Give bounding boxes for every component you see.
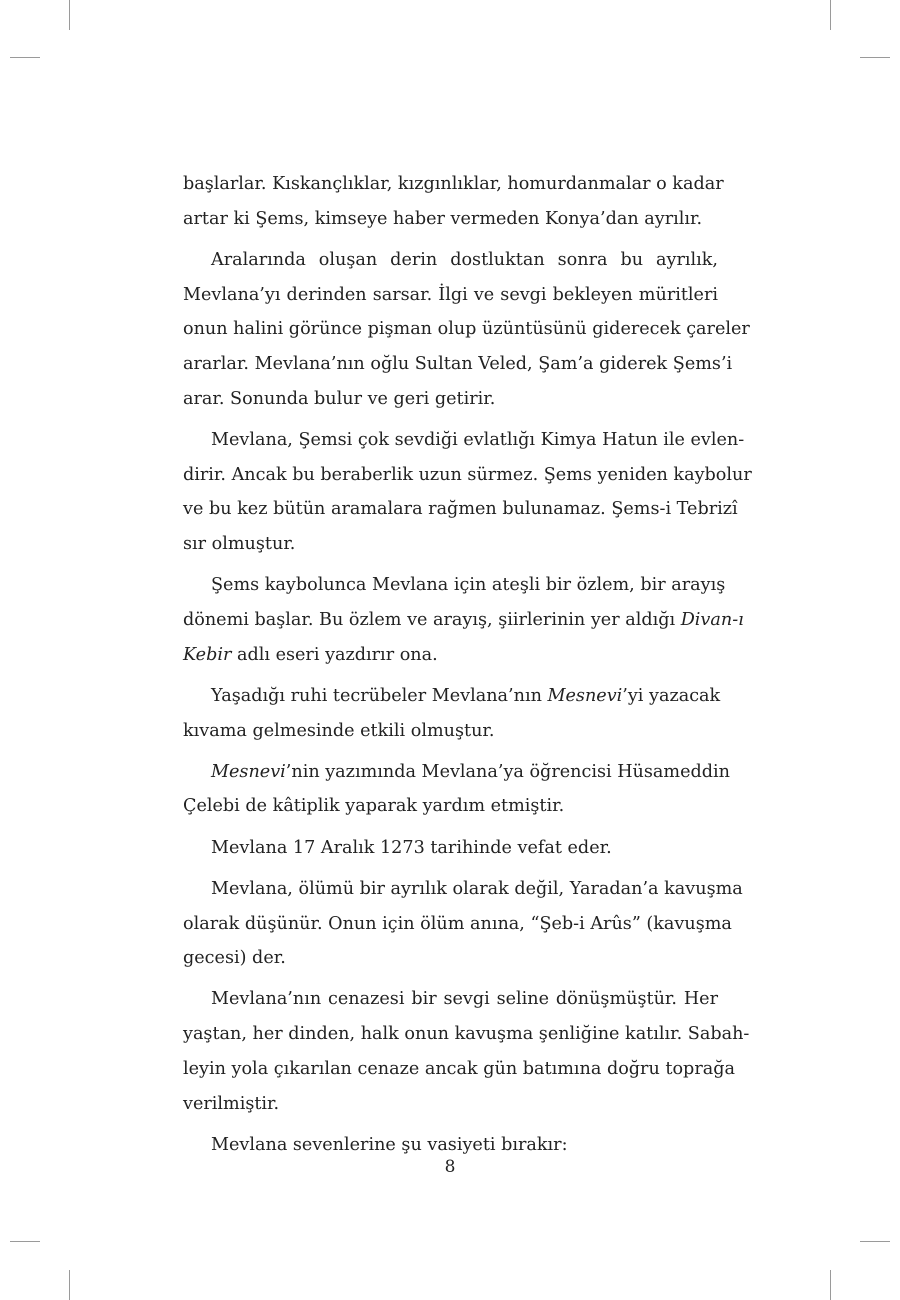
text-run: gecesi) der. [183, 948, 286, 969]
crop-mark-right-bottom [860, 1241, 890, 1242]
text-run: yaştan, her dinden, halk onun kavuşma şenliğine katılır. Sabah- [183, 1024, 750, 1045]
text-line [183, 458, 752, 493]
text-run: ’yi yazacak [622, 685, 721, 706]
text-line [183, 568, 726, 603]
text-run: Yaşadığı ruhi tecrübeler Mevlana’nın [211, 685, 548, 706]
text-line [183, 347, 733, 382]
text-line [183, 982, 718, 1017]
crop-mark-top-left [69, 0, 70, 30]
text-run: Mevlana’yı derinden sarsar. İlgi ve sevgi bekleyen müritleri [183, 284, 718, 305]
crop-mark-bottom-right [830, 1270, 831, 1300]
text-run: sır olmuştur. [183, 534, 296, 555]
text-line [183, 243, 718, 278]
text-line [183, 167, 724, 202]
paragraph [183, 831, 718, 866]
crop-mark-right-top [860, 57, 890, 58]
text-line [183, 527, 718, 562]
page-number: 8 [444, 1157, 456, 1177]
italic-title: Mesnevi [547, 685, 623, 706]
text-run: başlarlar. Kıskançlıklar, kızgınlıklar, homurdanmalar o kadar [183, 174, 724, 194]
italic-title: Mesnevi [211, 761, 286, 782]
text-line [183, 492, 738, 527]
italic-title: Divan-ı [680, 609, 744, 630]
text-line [183, 872, 743, 907]
text-run: Mevlana, Şemsi çok sevdiği evlatlığı Kimya Hatun ile evlen- [211, 429, 745, 450]
text-run: Çelebi de kâtiplik yaparak yardım etmiştir. [183, 796, 565, 817]
text-run: Mevlana’nın cenazesi bir sevgi seline dönüşmüştür. Her [211, 989, 718, 1010]
paragraph [183, 679, 721, 748]
text-run: verilmiştir. [183, 1093, 280, 1114]
text-run: arar. Sonunda bulur ve geri getirir. [183, 388, 496, 409]
text-run: olarak düşünür. Onun için ölüm anına, “Şeb-i Arûs” (kavuşma [183, 913, 732, 934]
paragraph [183, 872, 743, 976]
text-run: adlı eseri yazdırır ona. [231, 644, 438, 665]
text-run: Mevlana, ölümü bir ayrılık olarak değil, Yaradan’a kavuşma [211, 878, 743, 899]
italic-title: Kebir [183, 644, 232, 665]
paragraph [183, 423, 752, 562]
text-run: ararlar. Mevlana’nın oğlu Sultan Veled, Şam’a giderek Şems’i [183, 354, 733, 375]
text-line [183, 831, 718, 866]
text-line [183, 603, 744, 638]
text-run: ’nin yazımında Mevlana’ya öğrencisi Hüsameddin [285, 761, 730, 782]
crop-mark-bottom-left [69, 1270, 70, 1300]
text-run: Şems kaybolunca Mevlana için ateşli bir özlem, bir arayış [211, 575, 726, 596]
paragraph [183, 755, 730, 824]
paragraph [183, 167, 724, 236]
text-line [183, 638, 718, 673]
crop-mark-top-right [830, 0, 831, 30]
text-run: dönemi başlar. Bu özlem ve arayış, şiirlerinin yer aldığı [183, 609, 681, 630]
text-run: Mevlana sevenlerine şu vasiyeti bırakır: [211, 1134, 568, 1155]
text-line [183, 382, 718, 417]
text-line [183, 714, 718, 749]
text-run: dirir. Ancak bu beraberlik uzun sürmez. Şems yeniden kaybolur [183, 464, 752, 485]
text-line [183, 312, 750, 347]
text-line [183, 1087, 718, 1122]
text-line [183, 278, 718, 313]
paragraph [183, 243, 750, 417]
text-run: Mevlana 17 Aralık 1273 tarihinde vefat eder. [211, 837, 612, 858]
text-line [183, 1017, 750, 1052]
text-run: kıvama gelmesinde etkili olmuştur. [183, 720, 495, 741]
text-run: leyin yola çıkarılan cenaze ancak gün batımına doğru toprağa [183, 1058, 735, 1079]
text-run: artar ki Şems, kimseye haber vermeden Konya’dan ayrılır. [183, 208, 703, 229]
text-run: ve bu kez bütün aramalara rağmen bulunamaz. Şems-i Tebrizî [183, 499, 738, 520]
text-line [183, 1052, 735, 1087]
crop-mark-left-top [10, 57, 40, 58]
text-line [183, 789, 718, 824]
paragraph [183, 568, 744, 672]
text-run: onun halini görünce pişman olup üzüntüsünü giderecek çareler [183, 319, 750, 340]
body-text [183, 167, 752, 1169]
paragraph [183, 982, 750, 1121]
text-run: Aralarında oluşan derin dostluktan sonra bu ayrılık, [211, 249, 718, 270]
text-line [183, 423, 745, 458]
crop-mark-left-bottom [10, 1241, 40, 1242]
text-line [183, 202, 718, 237]
text-line [183, 907, 732, 942]
text-line [183, 755, 730, 790]
text-line [183, 679, 721, 714]
text-line [183, 941, 718, 976]
